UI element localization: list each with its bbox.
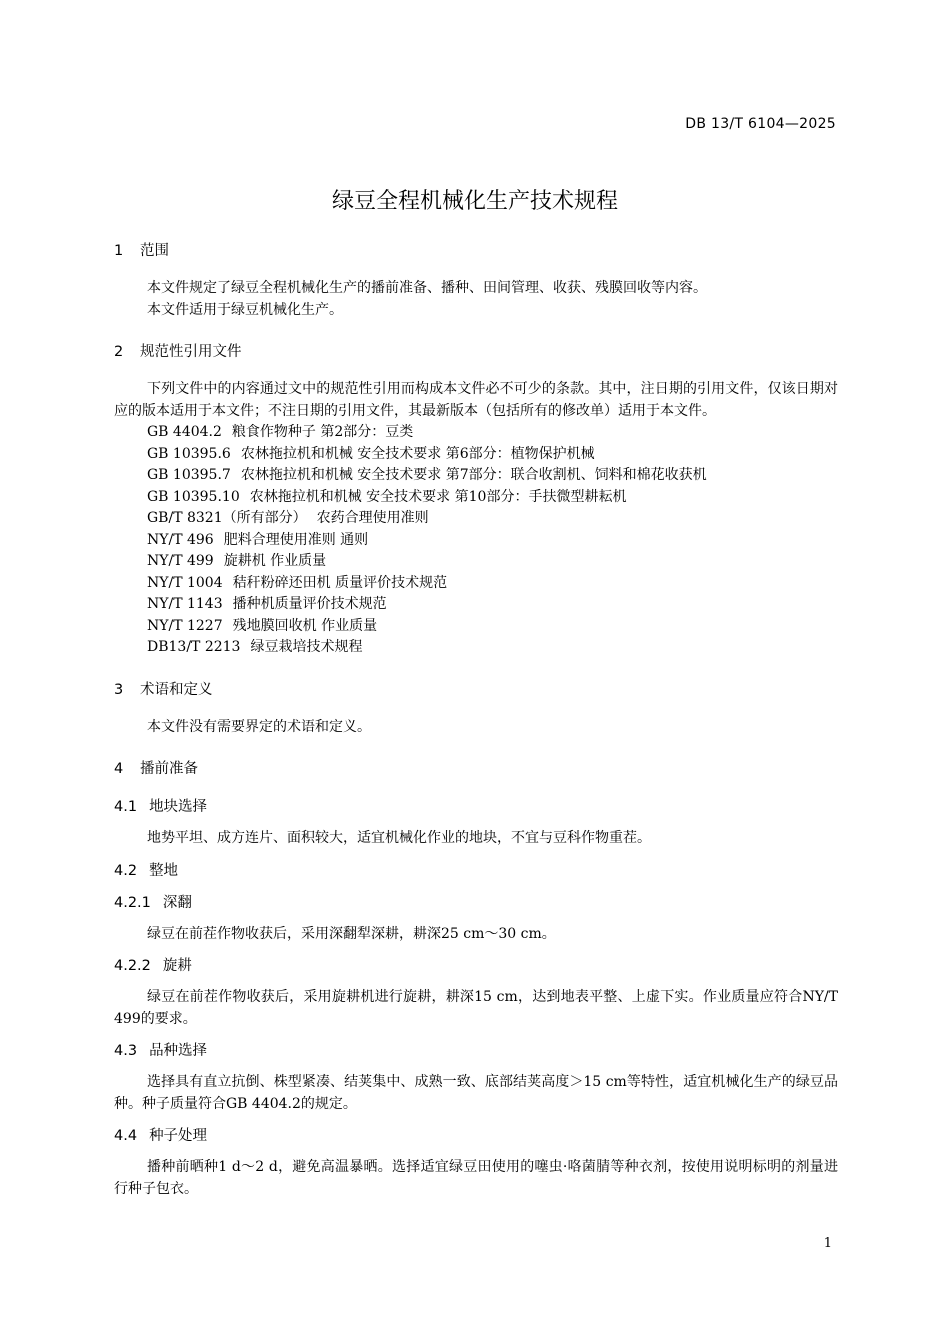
document-title: 绿豆全程机械化生产技术规程	[331, 188, 618, 214]
paragraph: 下列文件中的内容通过文中的规范性引用而构成本文件必不可少的条款。其中，注日期的引用文件，仅该日期对应的版本适用于本文件；不注日期的引用文件，其最新版本（包括所有的修改单）适用于本文件。	[114, 381, 838, 419]
paragraph: 绿豆在前茬作物收获后，采用深翻犁深耕，耕深25 cm～30 cm。	[147, 925, 556, 942]
reference-item	[114, 465, 838, 487]
section-heading-terms-definitions	[114, 679, 838, 701]
subsection-number: 4.4	[114, 1128, 138, 1144]
reference-list	[114, 422, 838, 659]
reference-code: NY/T 1143	[147, 596, 223, 612]
reference-code: NY/T 1004	[147, 574, 223, 591]
paragraph: 绿豆在前茬作物收获后，采用旋耕机进行旋耕，耕深15 cm，达到地表平整、上虚下实。作业质量应符合NY/T 499的要求。	[114, 989, 838, 1027]
reference-title: 粮食作物种子 第2部分：豆类	[231, 424, 414, 440]
reference-title: 农林拖拉机和机械 安全技术要求 第10部分：手扶微型耕耘机	[249, 488, 627, 505]
subsection-number: 4.1	[114, 799, 138, 815]
reference-item	[114, 508, 838, 530]
paragraph: 本文件没有需要界定的术语和定义。	[147, 718, 371, 735]
reference-title: 旋耕机 作业质量	[223, 553, 327, 569]
subsection-heading	[114, 860, 838, 882]
standard-code: DB 13/T 6104—2025	[685, 116, 836, 132]
reference-title: 农药合理使用准则	[316, 510, 429, 526]
subsection-title: 整地	[149, 862, 179, 879]
reference-item	[114, 616, 838, 638]
reference-item	[114, 551, 838, 573]
reference-code: NY/T 499	[147, 553, 214, 569]
reference-title: 残地膜回收机 作业质量	[232, 617, 378, 634]
section-heading-scope	[114, 240, 838, 262]
paragraph: 选择具有直立抗倒、株型紧凑、结荚集中、成熟一致、底部结荚高度＞15 cm等特性，适宜机械化生产的绿豆品种。种子质量符合GB 4404.2的规定。	[114, 1074, 838, 1112]
reference-title: 肥料合理使用准则 通则	[223, 531, 369, 548]
section-number: 2	[114, 344, 124, 360]
reference-title: 播种机质量评价技术规范	[232, 596, 387, 612]
subsection-number: 4.2.1	[114, 894, 151, 911]
reference-item	[114, 594, 838, 616]
subsection-heading	[114, 1040, 838, 1062]
section-title: 术语和定义	[140, 681, 213, 698]
section-title: 范围	[140, 243, 169, 259]
reference-item	[114, 444, 838, 466]
document-body	[114, 240, 838, 1200]
subsection-title: 品种选择	[149, 1043, 208, 1059]
subsection-title: 种子处理	[149, 1128, 208, 1144]
reference-code: GB 10395.10	[147, 488, 240, 505]
subsection-heading	[114, 892, 838, 914]
reference-code: NY/T 496	[147, 531, 214, 548]
reference-item	[114, 573, 838, 595]
section-heading-pre-sowing	[114, 758, 838, 780]
paragraph: 播种前晒种1 d～2 d，避免高温暴晒。选择适宜绿豆田使用的噻虫·咯菌腈等种衣剂，按使用说明标明的剂量进行种子包衣。	[114, 1159, 838, 1197]
reference-item	[114, 422, 838, 444]
reference-title: 绿豆栽培技术规程	[250, 639, 363, 655]
reference-code: NY/T 1227	[147, 617, 223, 634]
reference-code: GB 10395.6	[147, 445, 231, 462]
section-heading-normative-references	[114, 341, 838, 363]
section-number: 4	[114, 761, 124, 777]
page-number: 1	[823, 1236, 832, 1251]
subsection-title: 深翻	[162, 894, 192, 911]
reference-code: GB/T 8321（所有部分）	[147, 510, 307, 526]
section-title: 规范性引用文件	[140, 344, 242, 360]
section-title: 播前准备	[140, 761, 198, 777]
reference-title: 农林拖拉机和机械 安全技术要求 第6部分：植物保护机械	[240, 445, 595, 462]
subsection-number: 4.2	[114, 862, 138, 879]
reference-item	[114, 530, 838, 552]
paragraph: 本文件规定了绿豆全程机械化生产的播前准备、播种、田间管理、收获、残膜回收等内容。	[147, 280, 707, 296]
reference-title: 秸秆粉碎还田机 质量评价技术规范	[232, 574, 448, 591]
subsection-title: 地块选择	[149, 799, 208, 815]
reference-item	[114, 487, 838, 509]
subsection-number: 4.3	[114, 1043, 138, 1059]
section-number: 1	[114, 243, 124, 259]
section-number: 3	[114, 681, 124, 698]
reference-item	[114, 637, 838, 659]
subsection-title: 旋耕	[162, 958, 192, 974]
subsection-heading	[114, 955, 838, 977]
reference-code: DB13/T 2213	[147, 639, 241, 655]
subsection-number: 4.2.2	[114, 958, 151, 974]
paragraph: 地势平坦、成方连片、面积较大，适宜机械化作业的地块，不宜与豆科作物重茬。	[147, 830, 651, 846]
subsection-heading	[114, 1125, 838, 1147]
reference-title: 农林拖拉机和机械 安全技术要求 第7部分：联合收割机、饲料和棉花收获机	[240, 467, 707, 483]
reference-code: GB 4404.2	[147, 424, 222, 440]
paragraph: 本文件适用于绿豆机械化生产。	[147, 301, 343, 318]
subsection-heading	[114, 796, 838, 818]
reference-code: GB 10395.7	[147, 467, 231, 483]
